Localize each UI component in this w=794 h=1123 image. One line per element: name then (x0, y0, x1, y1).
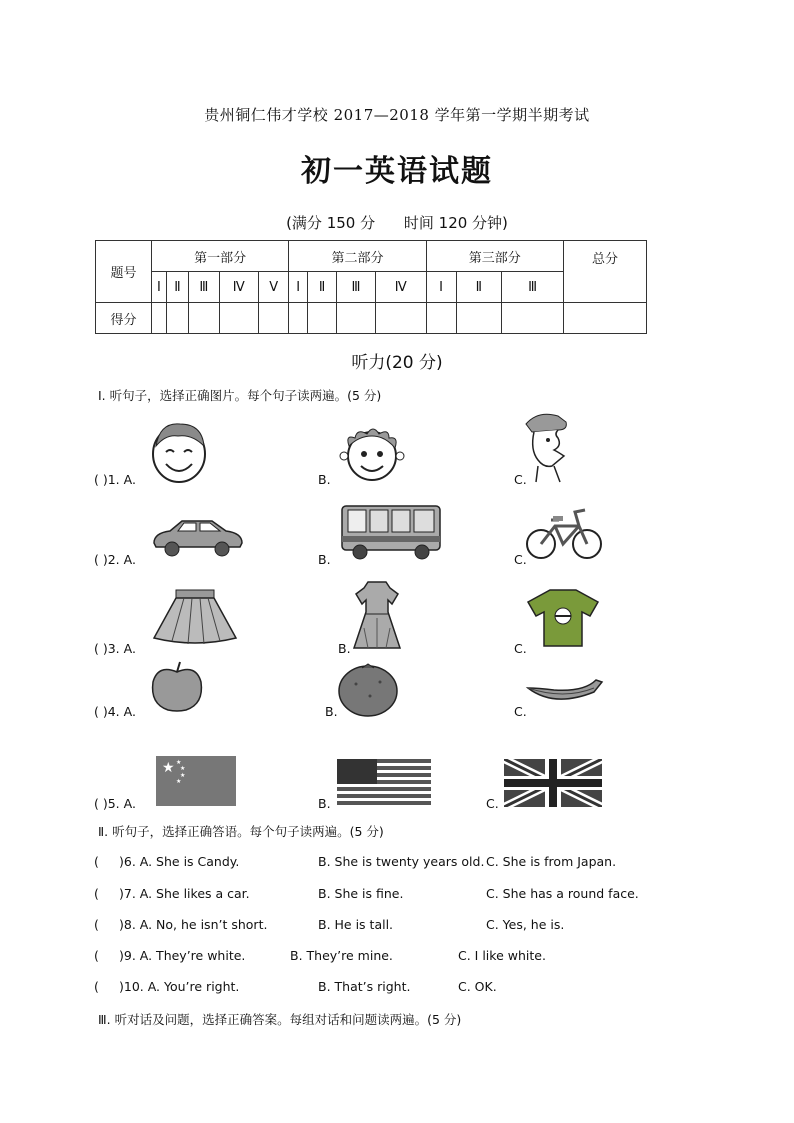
svg-text:★: ★ (162, 760, 175, 776)
q2-label: ( )2. A. (94, 552, 136, 567)
q3-label: ( )3. A. (94, 641, 136, 656)
q3-b: B. (338, 641, 351, 656)
banana-icon (524, 674, 606, 714)
p2-col: Ⅳ (375, 272, 426, 303)
svg-text:★: ★ (180, 765, 186, 772)
bicycle-icon (525, 502, 603, 562)
row-label-score: 得分 (96, 303, 152, 334)
exam-title: 初一英语试题 (301, 154, 493, 189)
answer-paren: ( (94, 886, 99, 901)
q7-b: B. She is fine. (318, 886, 404, 901)
p2-col: Ⅲ (337, 272, 376, 303)
score-cell[interactable] (502, 303, 564, 334)
q5-c: C. (486, 796, 499, 811)
p3-col: Ⅲ (502, 272, 564, 303)
answer-paren: ( (94, 917, 99, 932)
man-with-hat-icon (518, 410, 580, 484)
q7-a: )7. A. She likes a car. (119, 886, 250, 901)
q2-c: C. (514, 552, 527, 567)
listening-heading: 听力(20 分) (351, 353, 443, 373)
q2-b: B. (318, 552, 331, 567)
q1-b: B. (318, 472, 331, 487)
p1-col: Ⅱ (166, 272, 189, 303)
score-cell[interactable] (456, 303, 502, 334)
q6-a: )6. A. She is Candy. (119, 854, 240, 869)
p3-col: Ⅰ (426, 272, 456, 303)
full-score: (满分 150 分 (286, 214, 376, 232)
svg-text:★: ★ (176, 759, 182, 766)
q4-label: ( )4. A. (94, 704, 136, 719)
score-cell[interactable] (219, 303, 259, 334)
q4-c: C. (514, 704, 527, 719)
p3-col: Ⅱ (456, 272, 502, 303)
q4-b: B. (325, 704, 338, 719)
score-cell[interactable] (375, 303, 426, 334)
score-cell[interactable] (337, 303, 376, 334)
score-table (95, 240, 647, 334)
uk-flag-icon (504, 759, 602, 807)
usa-flag-icon (337, 759, 431, 807)
q10-c: C. OK. (458, 979, 497, 994)
score-cell[interactable] (426, 303, 456, 334)
score-cell[interactable] (166, 303, 189, 334)
p1-col: Ⅲ (189, 272, 219, 303)
q5-label: ( )5. A. (94, 796, 136, 811)
school-exam-line: 贵州铜仁伟才学校 2017—2018 学年第一学期半期考试 (204, 106, 590, 124)
p1-col: Ⅴ (259, 272, 289, 303)
bus-icon (338, 500, 444, 562)
q1-label: ( )1. A. (94, 472, 136, 487)
answer-paren: ( (94, 854, 99, 869)
skirt-icon (150, 586, 240, 648)
q6-b: B. She is twenty years old. (318, 854, 485, 869)
svg-text:★: ★ (176, 778, 182, 785)
q8-b: B. He is tall. (318, 917, 394, 932)
score-cell[interactable] (564, 303, 647, 334)
tshirt-icon (526, 586, 600, 648)
p1-col: Ⅳ (219, 272, 259, 303)
dress-icon (350, 578, 404, 652)
section1-heading: Ⅰ. 听句子，选择正确图片。每个句子读两遍。(5 分) (98, 388, 382, 403)
part3-header: 第三部分 (426, 241, 563, 272)
answer-paren: ( (94, 979, 99, 994)
q7-c: C. She has a round face. (486, 886, 639, 901)
round-face-icon (337, 422, 407, 484)
part1-header: 第一部分 (152, 241, 289, 272)
q10-b: B. That’s right. (318, 979, 411, 994)
svg-text:★: ★ (180, 772, 186, 779)
score-cell[interactable] (152, 303, 167, 334)
p2-col: Ⅰ (289, 272, 308, 303)
q10-a: )10. A. You’re right. (119, 979, 240, 994)
score-cell[interactable] (259, 303, 289, 334)
part2-header: 第二部分 (289, 241, 426, 272)
boy-face-icon (148, 418, 210, 484)
q8-a: )8. A. No, he isn’t short. (119, 917, 268, 932)
q9-a: )9. A. They’re white. (119, 948, 246, 963)
q6-c: C. She is from Japan. (486, 854, 617, 869)
orange-icon (336, 660, 400, 718)
q5-b: B. (318, 796, 331, 811)
p1-col: Ⅰ (152, 272, 167, 303)
answer-paren: ( (94, 948, 99, 963)
q1-c: C. (514, 472, 527, 487)
score-cell[interactable] (189, 303, 219, 334)
china-flag-icon (156, 756, 236, 806)
q9-b: B. They’re mine. (290, 948, 393, 963)
p2-col: Ⅱ (308, 272, 337, 303)
car-icon (150, 515, 246, 559)
score-cell[interactable] (289, 303, 308, 334)
section2-heading: Ⅱ. 听句子，选择正确答语。每个句子读两遍。(5 分) (98, 824, 384, 839)
q8-c: C. Yes, he is. (486, 917, 565, 932)
exam-time: 时间 120 分钟) (403, 214, 508, 232)
exam-meta (0, 212, 794, 233)
score-cell[interactable] (308, 303, 337, 334)
row-label-num: 题号 (96, 241, 152, 303)
q9-c: C. I like white. (458, 948, 546, 963)
total-header: 总分 (564, 241, 647, 303)
q3-c: C. (514, 641, 527, 656)
apple-icon (148, 660, 206, 714)
section3-heading: Ⅲ. 听对话及问题，选择正确答案。每组对话和问题读两遍。(5 分) (98, 1012, 462, 1027)
